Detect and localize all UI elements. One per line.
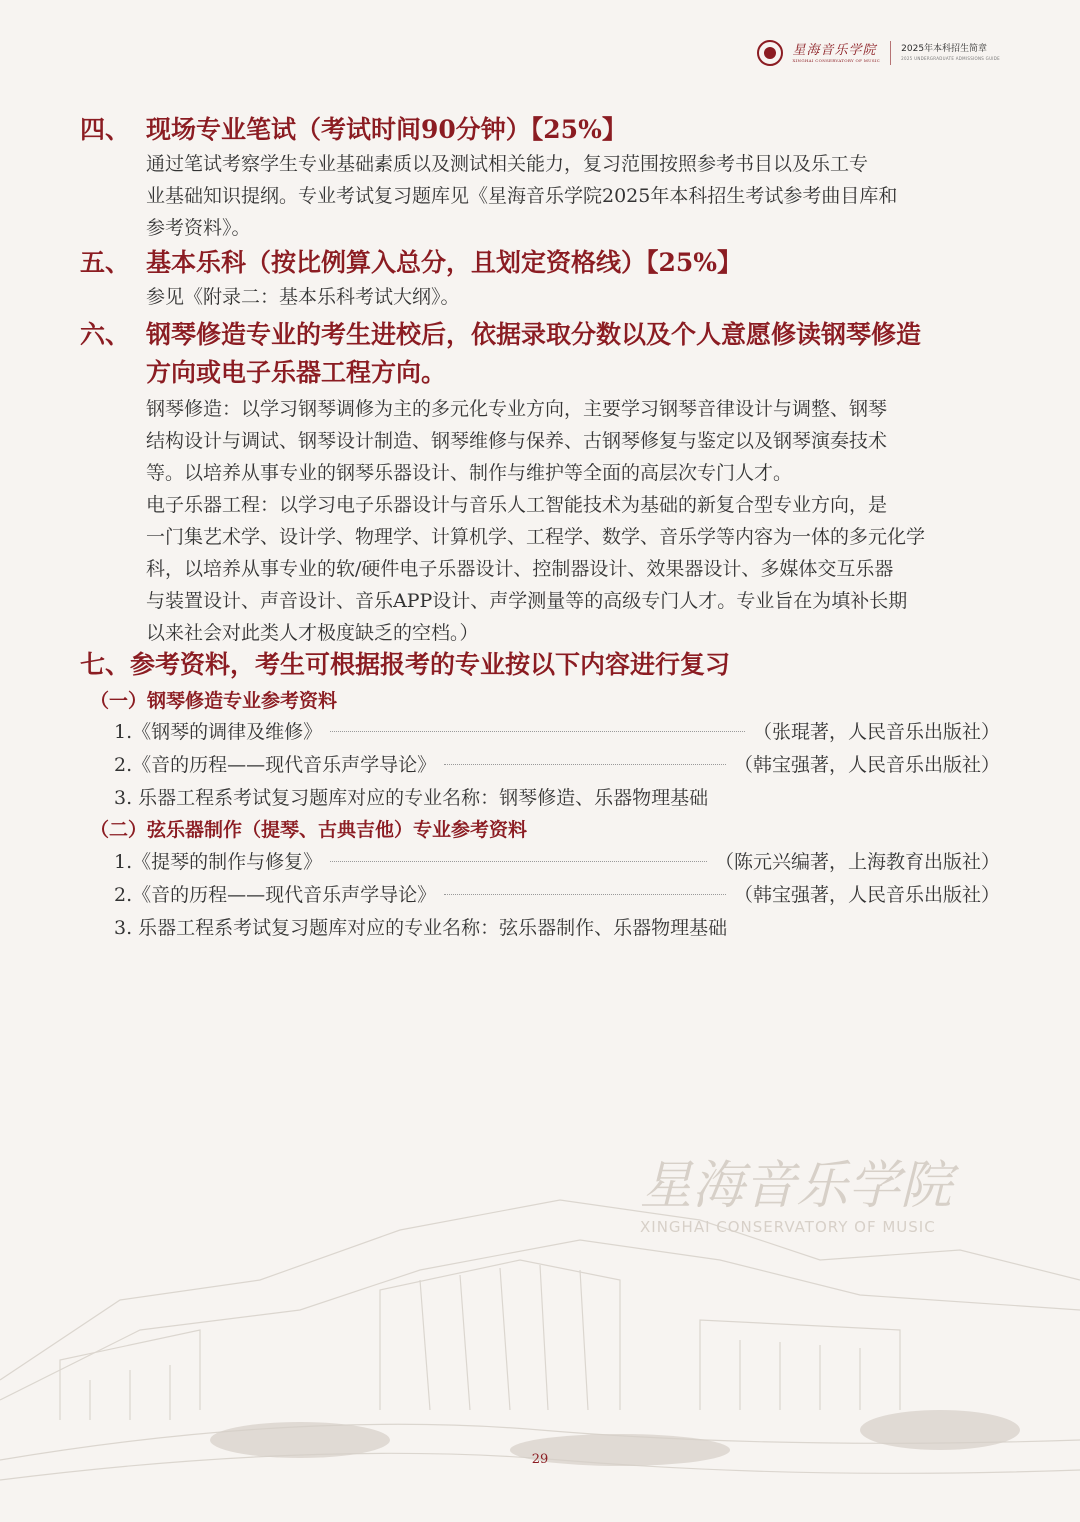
reference-item [114,749,1000,781]
text-line: 业基础知识提纲。专业考试复习题库见《星海音乐学院2025年本科招生考试参考曲目库和 [146,185,898,207]
school-logo [793,44,881,63]
dot-leader [444,764,726,765]
reference-publisher: （陈元兴编著，上海教育出版社） [714,851,1000,873]
text-line: 等。以培养从事专业的钢琴乐器设计、制作与维护等全面的高层次专门人才。 [146,462,793,484]
text-line: 一门集艺术学、设计学、物理学、计算机学、工程学、数学、音乐学等内容为一体的多元化学 [146,526,926,548]
section-5-heading [80,246,742,280]
reference-item [114,879,1000,911]
section-4-title: 现场专业笔试（考试时间90分钟）【25%】 [146,115,627,144]
text-line: 参考资料》。 [146,217,251,239]
reference-title: 2.《音的历程——现代音乐声学导论》 [114,884,437,906]
page-header [757,40,1001,66]
dot-leader [444,894,726,895]
text-line: 以来社会对此类人才极度缺乏的空档。） [146,622,479,644]
reference-publisher: （韩宝强著，人民音乐出版社） [733,754,1000,776]
school-seal-icon [757,40,783,66]
reference-item-question-bank: 3. 乐器工程系考试复习题库对应的专业名称：钢琴修造、乐器物理基础 [114,787,709,809]
reference-title: 2.《音的历程——现代音乐声学导论》 [114,754,437,776]
logo-cn: 星海音乐学院 [792,42,877,58]
section-5-body [146,281,1006,313]
watermark-cn: 星海音乐学院 [640,1156,953,1216]
reference-publisher: （张琨著，人民音乐出版社） [752,721,1000,743]
header-title: 2025年本科招生简章 [901,44,988,54]
dot-leader [330,861,707,862]
header-title-block [901,45,1000,61]
section-4-heading [80,113,627,147]
dot-leader [330,731,745,732]
reference-publisher: （韩宝强著，人民音乐出版社） [733,884,1000,906]
text-line: 参见《附录二：基本乐科考试大纲》。 [146,286,460,308]
reference-title: 1.《钢琴的调律及维修》 [114,721,323,743]
watermark-en: XINGHAI CONSERVATORY OF MUSIC [640,1218,936,1236]
page-number: 29 [531,1452,549,1467]
section-5-title: 基本乐科（按比例算入总分，且划定资格线）【25%】 [146,248,743,277]
section-6-para-electronic [146,489,1006,649]
section-5-number: 五、 [80,248,131,277]
logo-en: XINGHAI CONSERVATORY OF MUSIC [792,57,881,63]
header-subtitle: 2025 UNDERGRADUATE ADMISSIONS GUIDE [901,56,1000,61]
text-line: 结构设计与调试、钢琴设计制造、钢琴维修与保养、古钢琴修复与鉴定以及钢琴演奏技术 [146,430,888,452]
header-divider [890,41,891,65]
text-line: 科，以培养从事专业的软/硬件电子乐器设计、控制器设计、效果器设计、多媒体交互乐器 [146,558,894,580]
subsection-2-heading: （二）弦乐器制作（提琴、古典吉他）专业参考资料 [90,819,528,841]
reference-item-question-bank: 3. 乐器工程系考试复习题库对应的专业名称：弦乐器制作、乐器物理基础 [114,917,728,939]
text-line: 通过笔试考察学生专业基础素质以及测试相关能力，复习范围按照参考书目以及乐工专 [146,153,869,175]
section-6-number: 六、 [80,320,131,349]
section-6-heading [80,318,921,352]
section-4-number: 四、 [80,115,131,144]
text-line: 电子乐器工程：以学习电子乐器设计与音乐人工智能技术为基础的新复合型专业方向，是 [146,494,888,516]
reference-item [114,846,1000,878]
section-6-title-line1: 钢琴修造专业的考生进校后，依据录取分数以及个人意愿修读钢琴修造 [146,320,922,349]
section-7-heading: 七、参考资料，考生可根据报考的专业按以下内容进行复习 [80,650,731,679]
section-4-body [146,148,1006,244]
reference-item [114,716,1000,748]
section-6-para-piano [146,393,1006,489]
section-6-title-line2: 方向或电子乐器工程方向。 [146,358,447,387]
subsection-1-heading: （一）钢琴修造专业参考资料 [90,690,338,712]
reference-title: 1.《提琴的制作与修复》 [114,851,323,873]
text-line: 钢琴修造：以学习钢琴调修为主的多元化专业方向，主要学习钢琴音律设计与调整、钢琴 [146,398,888,420]
text-line: 与装置设计、声音设计、音乐APP设计、声学测量等的高级专门人才。专业旨在为填补长期 [146,590,908,612]
